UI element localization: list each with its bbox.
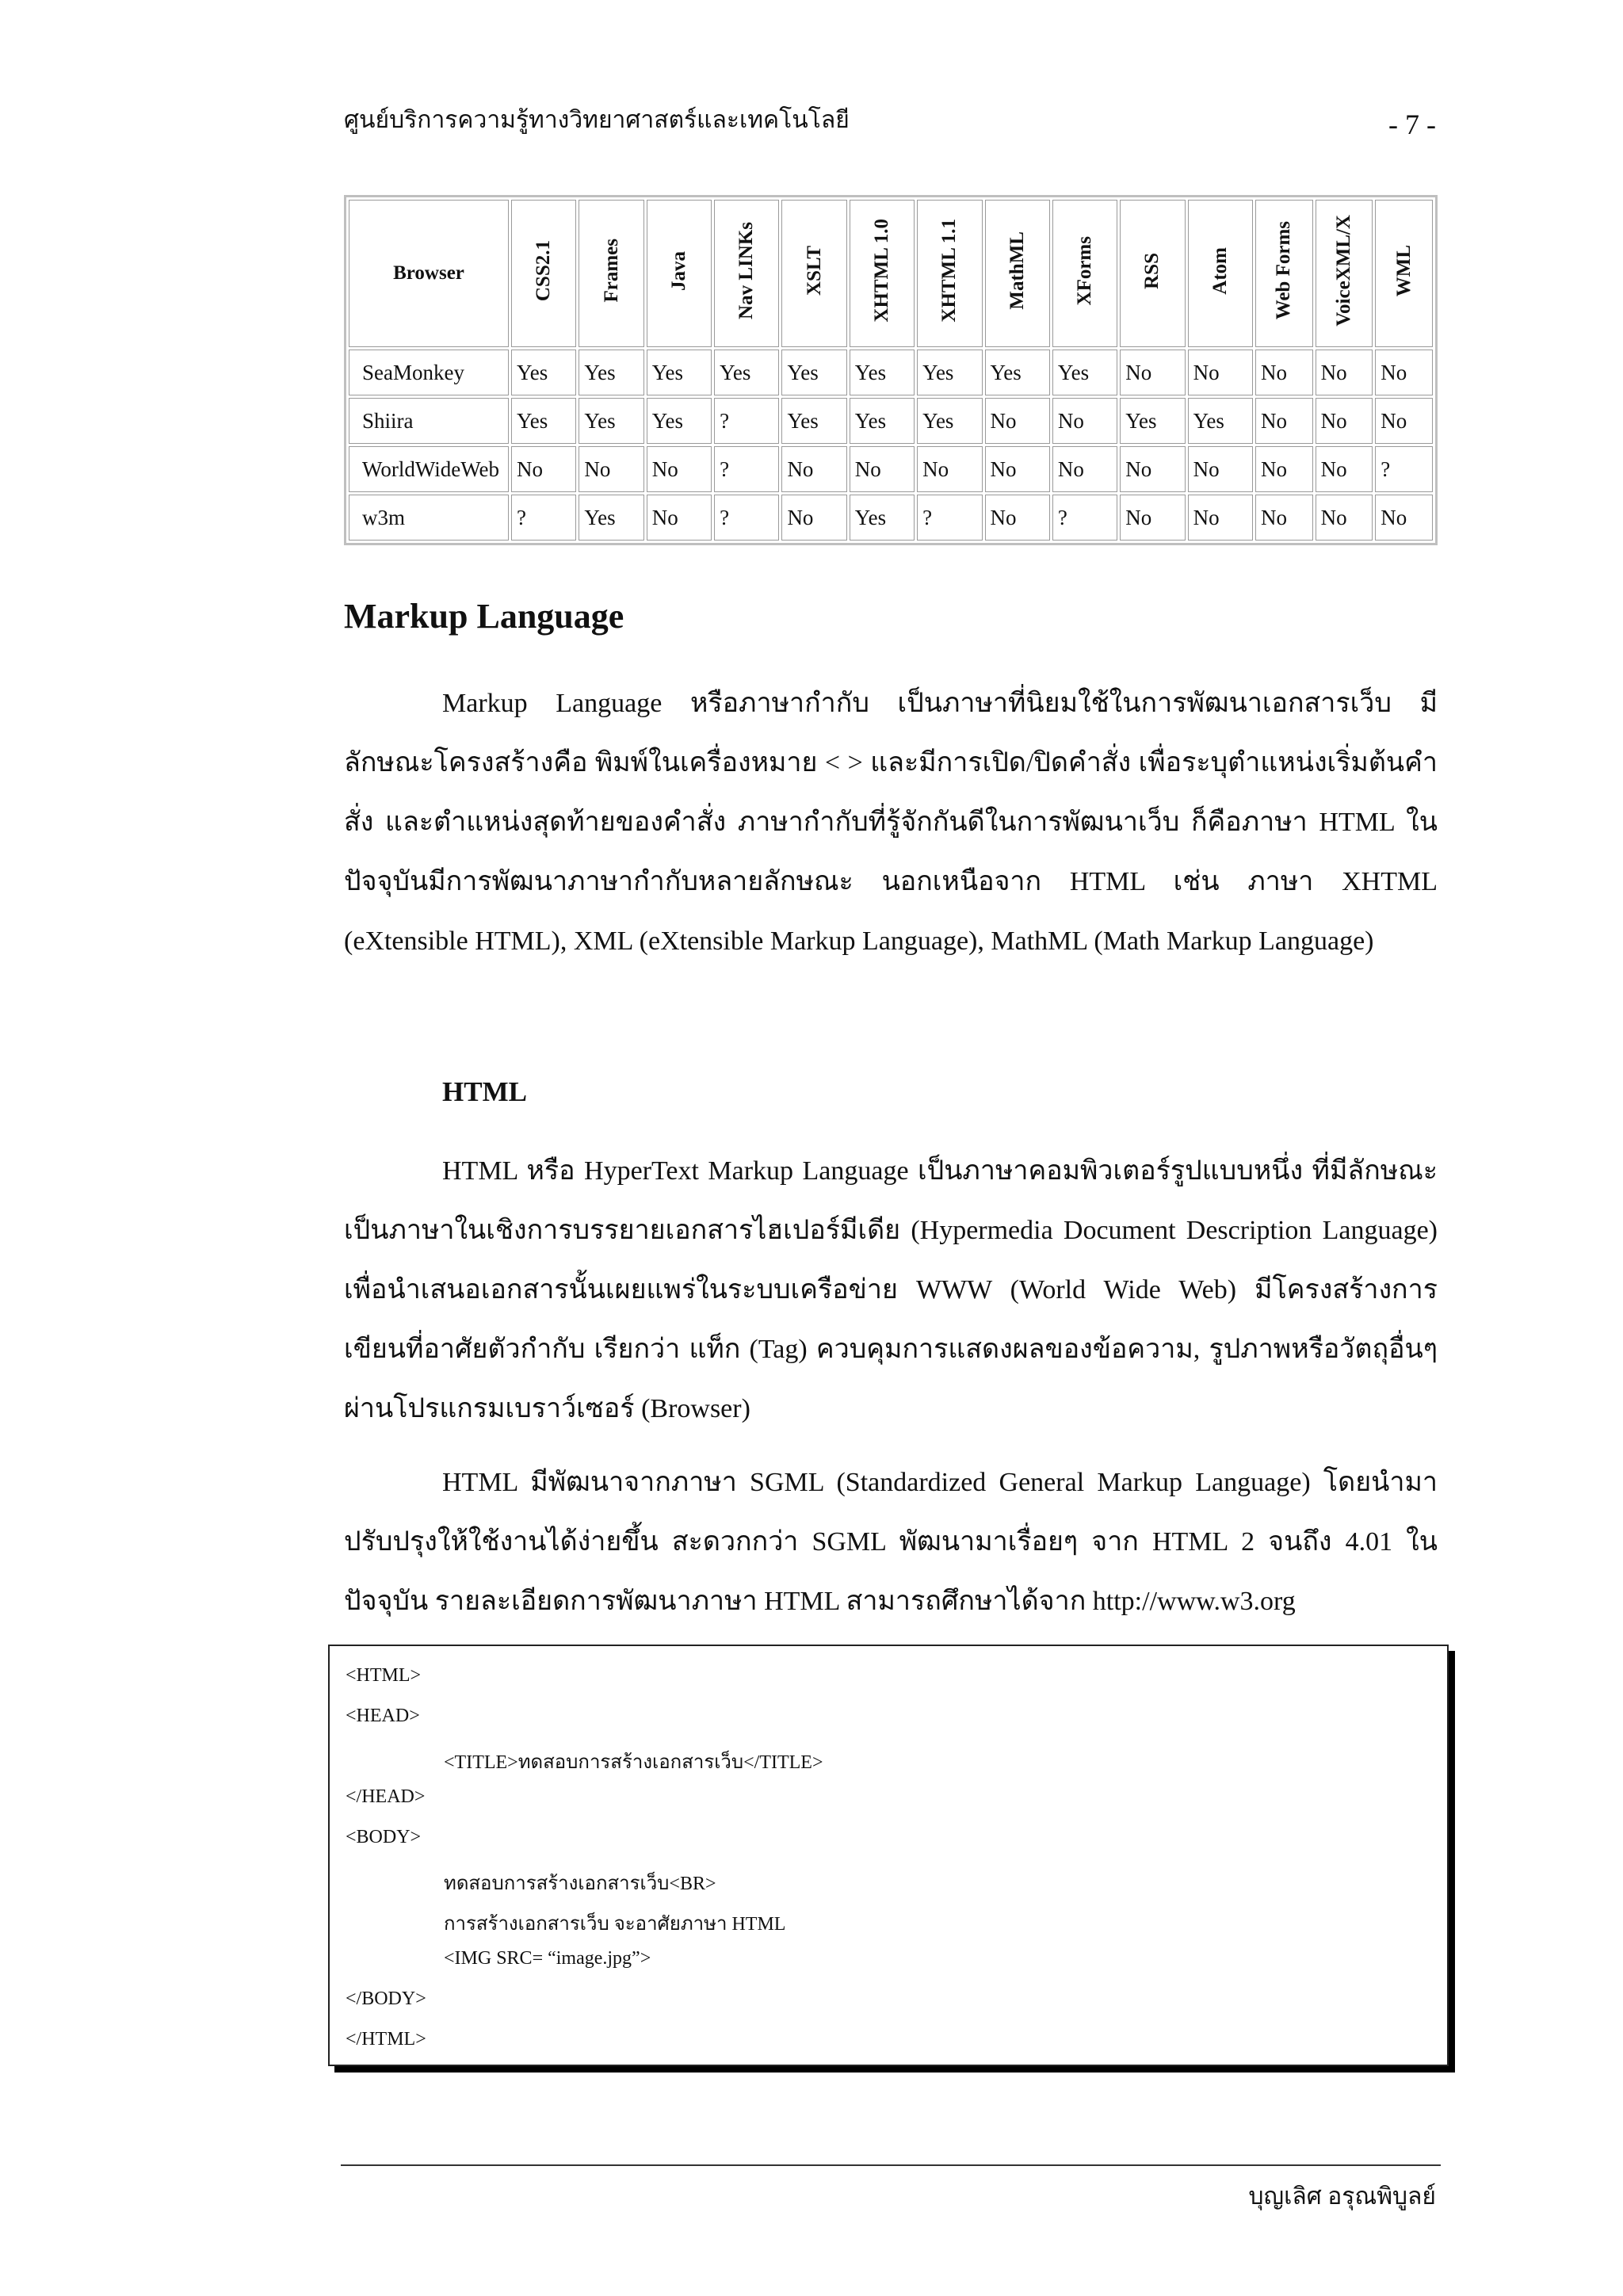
table-cell: Yes (511, 398, 576, 444)
table-cell: No (1255, 446, 1313, 492)
table-cell: Yes (850, 350, 915, 395)
code-example-box (328, 1645, 1449, 2066)
table-cell: Yes (647, 350, 712, 395)
table-cell: Yes (850, 495, 915, 541)
table-cell: No (1316, 495, 1373, 541)
column-header: XSLT (781, 200, 846, 347)
column-header: XHTML 1.0 (850, 200, 915, 347)
table-cell: Yes (781, 350, 846, 395)
table-row (349, 398, 1433, 444)
column-header: WML (1375, 200, 1433, 347)
table-row (349, 446, 1433, 492)
section-heading: Markup Language (344, 597, 624, 636)
code-line: การสร้างเอกสารเว็บ จะอาศัยภาษา HTML (444, 1914, 786, 1935)
table-cell: No (781, 446, 846, 492)
table-cell: No (579, 446, 643, 492)
code-line: <HEAD> (346, 1706, 420, 1726)
column-header: XHTML 1.1 (917, 200, 982, 347)
column-header: Frames (579, 200, 643, 347)
table-row (349, 350, 1433, 395)
table-cell: No (1188, 350, 1253, 395)
column-header: Java (647, 200, 712, 347)
browser-column-header: Browser (349, 200, 509, 347)
footer-author: บุญเลิศ อรุณพิบูลย์ (1248, 2183, 1436, 2210)
table-header-row (349, 200, 1433, 347)
table-cell: No (1120, 495, 1185, 541)
table-cell: No (985, 495, 1050, 541)
table-cell: No (1375, 350, 1433, 395)
table-cell: No (985, 398, 1050, 444)
table-cell: Yes (579, 398, 643, 444)
table-cell: Yes (985, 350, 1050, 395)
browser-support-table (344, 195, 1438, 545)
footer-divider (341, 2164, 1441, 2166)
table-cell: Yes (850, 398, 915, 444)
table-cell: ? (714, 446, 779, 492)
header-title: ศูนย์บริการความรู้ทางวิทยาศาสตร์และเทคโนโลยี (344, 107, 850, 133)
table-cell: Yes (579, 350, 643, 395)
code-line: </BODY> (346, 1988, 426, 2009)
code-line: </HEAD> (346, 1786, 426, 1807)
table-cell: No (647, 495, 712, 541)
browser-name: Shiira (349, 398, 509, 444)
column-header: VoiceXML/X (1316, 200, 1373, 347)
code-line: <HTML> (346, 1665, 422, 1686)
table-cell: ? (1052, 495, 1117, 541)
table-cell: No (1188, 495, 1253, 541)
table-cell: No (1120, 350, 1185, 395)
table-cell: No (1255, 495, 1313, 541)
table-cell: ? (511, 495, 576, 541)
code-line: <BODY> (346, 1827, 422, 1847)
table-cell: No (985, 446, 1050, 492)
browser-name: WorldWideWeb (349, 446, 509, 492)
column-header: Web Forms (1255, 200, 1313, 347)
table-cell: No (1188, 446, 1253, 492)
page-number: - 7 - (1388, 109, 1436, 140)
table-cell: Yes (579, 495, 643, 541)
table-cell: ? (714, 398, 779, 444)
table-cell: No (1052, 398, 1117, 444)
table-cell: No (1316, 350, 1373, 395)
subsection-paragraph: HTML หรือ HyperText Markup Language เป็นภาษาคอมพิวเตอร์รูปแบบหนึ่ง ที่มีลักษณะเป็นภาษาในเชิงการบรรยายเอกสารไฮเปอร์มีเดีย (Hypermedia Document Description Language) เพื่อนำเสนอเอกสารนั้นเผยแพร่ในระบบเครือข่าย WWW (World Wide Web) มีโครงสร้างการเขียนที่อาศัยตัวกำกับ เรียกว่า แท็ก (Tag) ควบคุมการแสดงผลของข้อความ, รูปภาพหรือวัตถุอื่นๆ ผ่านโปรแกรมเบราว์เซอร์ (Browser) (344, 1156, 1438, 1423)
section-paragraph: Markup Language หรือภาษากำกับ เป็นภาษาที่นิยมใช้ในการพัฒนาเอกสารเว็บ มีลักษณะโครงสร้างคือ พิมพ์ในเครื่องหมาย < > และมีการเปิด/ปิดคำสั่ง เพื่อระบุตำแหน่งเริ่มต้นคำสั่ง และตำแหน่งสุดท้ายของคำสั่ง ภาษากำกับที่รู้จักกันดีในการพัฒนาเว็บ ก็คือภาษา HTML ในปัจจุบันมีการพัฒนาภาษากำกับหลายลักษณะ นอกเหนือจาก HTML เช่น ภาษา XHTML (eXtensible HTML), XML (eXtensible Markup Language), MathML (Math Markup Language) (344, 689, 1438, 956)
column-header: XForms (1052, 200, 1117, 347)
table-cell: No (1255, 350, 1313, 395)
table-cell: No (917, 446, 982, 492)
table-cell: No (781, 495, 846, 541)
table-cell: No (511, 446, 576, 492)
browser-name: SeaMonkey (349, 350, 509, 395)
table-cell: No (1120, 446, 1185, 492)
table-cell: Yes (714, 350, 779, 395)
column-header: MathML (985, 200, 1050, 347)
table-cell: No (850, 446, 915, 492)
table-cell: Yes (917, 398, 982, 444)
table-cell: Yes (511, 350, 576, 395)
subsection-paragraph: HTML มีพัฒนาจากภาษา SGML (Standardized General Markup Language) โดยนำมาปรับปรุงให้ใช้งานได้ง่ายขึ้น สะดวกกว่า SGML พัฒนามาเรื่อยๆ จาก HTML 2 จนถึง 4.01 ในปัจจุบัน รายละเอียดการพัฒนาภาษา HTML สามารถศึกษาได้จาก http://www.w3.org (344, 1468, 1438, 1616)
table-cell: No (1375, 495, 1433, 541)
table-cell: Yes (1188, 398, 1253, 444)
table-cell: No (1255, 398, 1313, 444)
table-cell: ? (1375, 446, 1433, 492)
subsection-heading: HTML (442, 1076, 527, 1107)
table-cell: ? (714, 495, 779, 541)
table-cell: Yes (781, 398, 846, 444)
table-cell: Yes (917, 350, 982, 395)
table-row (349, 495, 1433, 541)
table-cell: No (647, 446, 712, 492)
code-line: <IMG SRC= “image.jpg”> (444, 1948, 651, 1969)
browser-name: w3m (349, 495, 509, 541)
table-cell: Yes (647, 398, 712, 444)
column-header: CSS2.1 (511, 200, 576, 347)
table-cell: No (1316, 398, 1373, 444)
table-cell: ? (917, 495, 982, 541)
column-header: Nav LINKs (714, 200, 779, 347)
table-cell: No (1316, 446, 1373, 492)
table-cell: No (1375, 398, 1433, 444)
code-line: ทดสอบการสร้างเอกสารเว็บ<BR> (444, 1874, 716, 1894)
table-cell: No (1052, 446, 1117, 492)
code-line: </HTML> (346, 2029, 426, 2050)
code-line: <TITLE>ทดสอบการสร้างเอกสารเว็บ</TITLE> (444, 1752, 823, 1773)
table-cell: Yes (1052, 350, 1117, 395)
column-header: RSS (1120, 200, 1185, 347)
table-cell: Yes (1120, 398, 1185, 444)
column-header: Atom (1188, 200, 1253, 347)
